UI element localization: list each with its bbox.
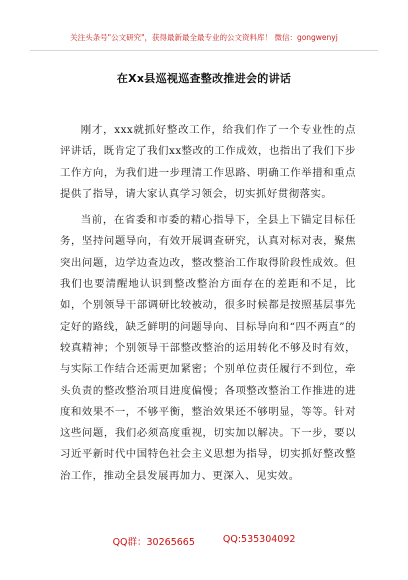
document-title: 在Xx县巡视巡查整改推进会的讲话 [116,72,292,85]
footer-qq: QQ:535304092 [222,534,296,545]
paragraph-1: 刚才，xxx就抓好整改工作，给我们作了一个专业性的点评讲话，既肯定了我们xx整改的工作成效，也指出了我们下步工作方向，为我们进一步理清工作思路、明确工作举措和重点提供了指导，请大家认真学习领会，切实抓好贯彻落实。 [60,124,356,200]
header-promo-text: 关注头条号"公文研究"，获得最新最全最专业的公文资料库！ 微信：gongwenyj [70,32,338,42]
footer-qq-group: QQ群：30265665 [112,537,195,548]
page-header [30,24,378,51]
page-footer [30,534,378,548]
document-body [60,120,356,492]
paragraph-2: 当前，在省委和市委的精心指导下，全县上下锚定目标任务，坚持问题导向，有效开展调查研究，认真对标对表，聚焦突出问题，边学边查边改，整改整治工作取得阶段性成效。但我们也要清醒地认识到整改整治方面存在的差距和不足，比如，个别领导干部调研比较被动，很多时候都是按照基层事先定好的路线，缺乏鲜明的问题导向、目标导向和“四不两直”的较真精神；个别领导干部整改整治的运用转化不够及时有效，与实际工作结合还需更加紧密；个别单位责任履行不到位，牵头负责的整改整治项目进度偏慢；各项整改整治工作推进的进度和效果不一，不够平衡，整治效果还不够明显，等等。针对这些问题，我们必须高度重视，切实加以解决。下一步，要以习近平新时代中国特色社会主义思想为指导，切实抓好整改整治工作，推动全县发展再加力、更深入、见实效。 [60,214,356,482]
